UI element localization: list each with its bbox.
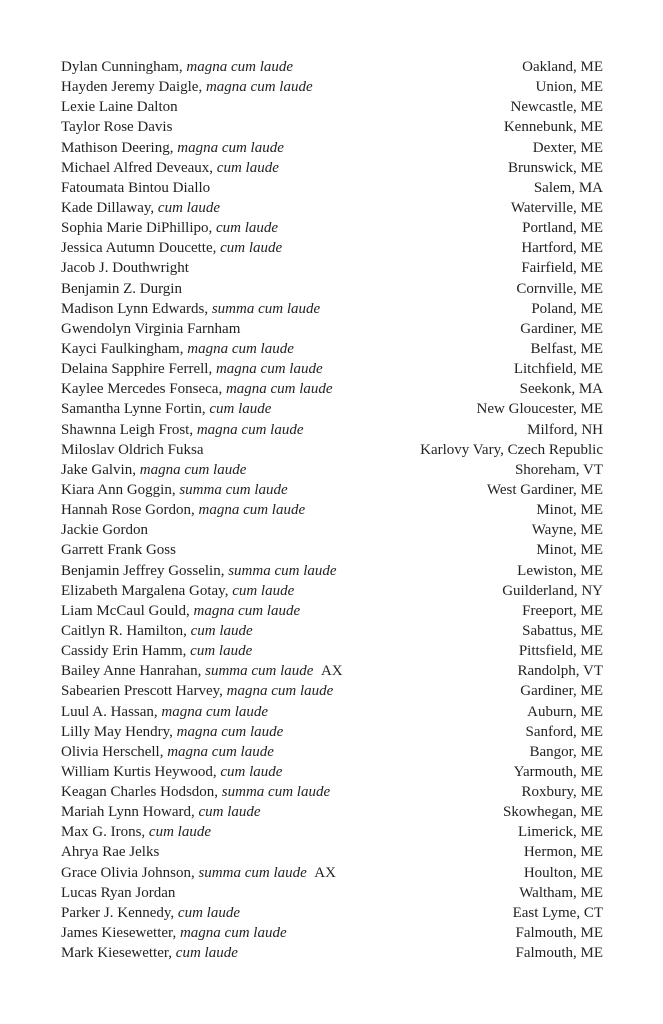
graduate-hometown: Waterville, ME: [510, 199, 603, 216]
honor-separator: ,: [189, 421, 197, 438]
honor-designation: magna cum laude: [215, 361, 323, 378]
graduate-entry: [61, 601, 603, 621]
graduate-person: [61, 923, 287, 943]
honor-separator: ,: [201, 401, 210, 418]
graduate-person: [61, 460, 246, 480]
graduate-person: [61, 57, 293, 77]
honor-designation: summa cum laude: [198, 864, 307, 881]
graduate-hometown: Poland, ME: [531, 300, 603, 317]
honor-separator: ,: [178, 59, 187, 75]
honor-designation: magna cum laude: [161, 703, 269, 720]
graduate-entry: [61, 702, 603, 722]
graduate-hometown: Kennebunk, ME: [503, 119, 603, 136]
honor-designation: cum laude: [220, 763, 283, 780]
graduate-name: Delaina Sapphire Ferrell: [61, 361, 209, 378]
graduate-entry: [61, 198, 603, 218]
graduate-entry: [61, 138, 603, 158]
graduate-name: Lucas Ryan Jordan: [61, 884, 176, 901]
honor-separator: ,: [212, 240, 221, 257]
graduate-hometown: Freeport, ME: [522, 602, 603, 619]
honor-designation: magna cum laude: [205, 79, 313, 96]
honor-designation: cum laude: [190, 643, 253, 660]
honor-designation: magna cum laude: [176, 723, 284, 740]
graduate-entry: [61, 621, 603, 641]
graduate-name: Michael Alfred Deveaux: [61, 159, 210, 176]
graduate-hometown: Pittsfield, ME: [518, 643, 603, 660]
graduate-name: Miloslav Oldrich Fuksa: [61, 441, 204, 458]
graduate-name: Garrett Frank Goss: [61, 542, 176, 559]
graduate-entry: [61, 178, 603, 198]
graduate-hometown: Yarmouth, ME: [513, 763, 603, 780]
honor-designation: cum laude: [177, 904, 240, 921]
honor-designation: cum laude: [190, 622, 253, 639]
graduate-hometown: Minot, ME: [536, 542, 603, 559]
graduate-entry: [61, 238, 603, 258]
graduate-name: Elizabeth Margalena Gotay: [61, 582, 225, 599]
honor-separator: ,: [190, 804, 199, 821]
graduate-name: Jessica Autumn Doucette: [61, 240, 213, 257]
graduate-person: [61, 520, 148, 540]
honor-designation: magna cum laude: [193, 602, 301, 619]
honor-separator: ,: [168, 945, 176, 962]
honor-designation: magna cum laude: [225, 381, 333, 398]
honor-separator: ,: [220, 562, 229, 579]
graduate-name: Keagan Charles Hodsdon: [61, 784, 215, 801]
graduate-person: [61, 500, 305, 520]
graduate-name: Mathison Deering: [61, 139, 170, 156]
graduate-person: [61, 782, 330, 802]
graduate-hometown: Union, ME: [535, 79, 603, 96]
honor-separator: ,: [209, 159, 217, 176]
graduate-hometown: Randolph, VT: [517, 663, 603, 680]
graduate-hometown: Brunswick, ME: [508, 159, 603, 176]
graduate-name: Hannah Rose Gordon: [61, 502, 191, 519]
graduate-entry: [61, 500, 603, 520]
graduate-entry: [61, 279, 603, 299]
graduate-hometown: Newcastle, ME: [510, 99, 603, 116]
graduate-person: [61, 420, 303, 440]
graduate-name: Kiara Ann Goggin: [61, 481, 172, 498]
honor-separator: ,: [169, 139, 178, 156]
honor-designation: magna cum laude: [226, 683, 334, 700]
graduate-entry: [61, 802, 603, 822]
honor-separator: ,: [219, 683, 227, 700]
honor-separator: ,: [153, 703, 162, 720]
honor-designation: magna cum laude: [167, 743, 274, 760]
graduate-entry: [61, 903, 603, 923]
graduate-hometown: Gardiner, ME: [520, 320, 603, 337]
graduate-name: Hayden Jeremy Daigle: [61, 79, 199, 96]
graduate-hometown: Limerick, ME: [518, 824, 603, 841]
graduate-person: [61, 138, 284, 158]
honor-designation: magna cum laude: [198, 502, 306, 519]
graduate-entry: [61, 822, 603, 842]
graduate-entry: [61, 540, 603, 560]
graduate-hometown: Fairfield, ME: [521, 260, 603, 277]
graduate-hometown: Gardiner, ME: [520, 683, 603, 700]
graduate-hometown: Skowhegan, ME: [503, 804, 603, 821]
graduate-hometown: Guilderland, NY: [502, 582, 603, 599]
honor-designation: cum laude: [198, 804, 261, 821]
graduate-person: [61, 742, 274, 762]
honor-society-mark: AX: [314, 864, 336, 881]
graduate-entry: [61, 359, 603, 379]
honor-designation: magna cum laude: [187, 340, 294, 357]
graduate-person: [61, 581, 294, 601]
honor-designation: magna cum laude: [196, 421, 304, 438]
graduate-entry: [61, 762, 603, 782]
graduate-entry: [61, 299, 603, 319]
graduate-entry: [61, 379, 603, 399]
honor-designation: magna cum laude: [177, 139, 284, 156]
graduate-name: Parker J. Kennedy: [61, 904, 171, 921]
graduate-name: Lexie Laine Dalton: [61, 99, 178, 116]
graduate-person: [61, 802, 261, 822]
graduate-name: William Kurtis Heywood: [61, 763, 213, 780]
graduate-person: [61, 842, 159, 862]
graduate-hometown: Salem, MA: [533, 179, 603, 196]
graduate-person: [61, 641, 252, 661]
graduate-entry: [61, 661, 603, 681]
honor-separator: ,: [212, 763, 221, 780]
graduate-name: Liam McCaul Gould: [61, 602, 186, 619]
honor-designation: summa cum laude: [211, 300, 321, 317]
graduate-person: [61, 218, 278, 238]
graduate-person: [61, 943, 238, 963]
honor-designation: magna cum laude: [139, 461, 247, 478]
graduate-person: [61, 77, 313, 97]
graduate-entry: [61, 97, 603, 117]
honor-separator: ,: [208, 220, 216, 237]
graduate-name: Luul A. Hassan: [61, 703, 154, 720]
graduate-name: Caitlyn R. Hamilton: [61, 622, 184, 639]
graduate-person: [61, 440, 204, 460]
graduate-entry: [61, 722, 603, 742]
graduate-hometown: Sanford, ME: [525, 723, 603, 740]
graduate-person: [61, 621, 253, 641]
graduate-person: [61, 198, 220, 218]
honor-designation: magna cum laude: [186, 59, 294, 75]
graduate-name: Taylor Rose Davis: [61, 119, 173, 136]
honor-separator: ,: [208, 361, 216, 378]
graduate-entry: [61, 420, 603, 440]
graduate-entry: [61, 399, 603, 419]
honor-designation: summa cum laude: [228, 562, 337, 579]
graduate-name: Jake Galvin: [61, 461, 133, 478]
graduate-hometown: Houlton, ME: [523, 864, 603, 881]
honor-separator: ,: [183, 622, 191, 639]
graduate-hometown: Bangor, ME: [529, 743, 603, 760]
graduate-hometown: Portland, ME: [522, 220, 603, 237]
graduate-hometown: Falmouth, ME: [515, 945, 603, 962]
honor-separator: ,: [171, 481, 180, 498]
honor-designation: cum laude: [232, 582, 295, 599]
graduate-entry: [61, 339, 603, 359]
honor-separator: ,: [170, 904, 178, 921]
graduate-entry: [61, 258, 603, 278]
honor-separator: ,: [214, 784, 222, 801]
graduate-person: [61, 883, 175, 903]
society-gap: [313, 663, 321, 679]
graduate-hometown: Hermon, ME: [523, 844, 603, 861]
honor-designation: cum laude: [157, 199, 220, 216]
graduate-person: [61, 903, 240, 923]
honor-designation: cum laude: [220, 240, 283, 257]
graduate-hometown: Waltham, ME: [519, 884, 603, 901]
graduate-name: Mariah Lynn Howard: [61, 804, 191, 821]
honor-separator: ,: [172, 925, 180, 942]
graduate-person: [61, 681, 333, 701]
honor-separator: ,: [218, 381, 226, 398]
graduate-name: Ahrya Rae Jelks: [61, 844, 160, 861]
honor-separator: ,: [190, 864, 199, 881]
graduate-name: Grace Olivia Johnson: [61, 864, 191, 881]
graduate-person: [61, 601, 300, 621]
graduate-hometown: Milford, NH: [527, 421, 603, 438]
honor-designation: cum laude: [175, 945, 238, 962]
graduate-name: Gwendolyn Virginia Farnham: [61, 320, 241, 337]
graduate-person: [61, 97, 178, 117]
graduate-name: Madison Lynn Edwards: [61, 300, 205, 317]
graduate-person: [61, 722, 283, 742]
graduate-name: Shawnna Leigh Frost: [61, 421, 190, 438]
graduate-hometown: East Lyme, CT: [512, 904, 603, 921]
honor-designation: cum laude: [209, 401, 272, 418]
graduate-entry: [61, 782, 603, 802]
graduate-person: [61, 279, 182, 299]
graduate-entry: [61, 883, 603, 903]
graduate-person: [61, 661, 343, 681]
graduate-entry: [61, 943, 603, 963]
graduate-entry: [61, 581, 603, 601]
graduate-hometown: Litchfield, ME: [513, 361, 603, 378]
graduate-person: [61, 399, 271, 419]
graduate-person: [61, 702, 268, 722]
graduate-name: Max G. Irons: [61, 824, 142, 841]
honor-society-mark: AX: [320, 663, 343, 680]
graduate-entry: [61, 440, 603, 460]
graduate-person: [61, 158, 279, 178]
graduate-name: Jackie Gordon: [61, 522, 149, 539]
honor-designation: summa cum laude: [221, 784, 331, 801]
graduate-person: [61, 117, 172, 137]
graduate-entry: [61, 520, 603, 540]
graduate-person: [61, 540, 176, 560]
honor-separator: ,: [197, 663, 206, 680]
graduate-hometown: Cornville, ME: [516, 280, 603, 297]
graduate-person: [61, 863, 336, 883]
honor-separator: ,: [159, 743, 168, 760]
honor-designation: cum laude: [216, 220, 279, 237]
graduate-name: Bailey Anne Hanrahan: [61, 663, 198, 680]
graduate-hometown: Sabattus, ME: [522, 622, 603, 639]
graduate-person: [61, 359, 323, 379]
graduate-name: Benjamin Z. Durgin: [61, 280, 182, 297]
graduate-list: [61, 57, 603, 963]
honor-separator: ,: [198, 79, 206, 96]
graduate-entry: [61, 117, 603, 137]
graduate-hometown: Roxbury, ME: [521, 784, 603, 801]
graduate-hometown: Lewiston, ME: [517, 562, 603, 579]
graduate-hometown: Dexter, ME: [532, 139, 603, 156]
graduate-hometown: Auburn, ME: [527, 703, 603, 720]
graduate-hometown: Seekonk, MA: [519, 381, 603, 398]
honor-designation: magna cum laude: [179, 925, 287, 942]
graduate-hometown: Karlovy Vary, Czech Republic: [420, 441, 603, 458]
graduate-entry: [61, 158, 603, 178]
graduate-name: Dylan Cunningham: [61, 59, 179, 75]
graduate-person: [61, 238, 282, 258]
graduate-hometown: Oakland, ME: [522, 59, 603, 75]
graduate-entry: [61, 480, 603, 500]
graduate-entry: [61, 460, 603, 480]
graduate-name: Lilly May Hendry: [61, 723, 170, 740]
graduate-hometown: West Gardiner, ME: [486, 481, 603, 498]
graduate-person: [61, 561, 337, 581]
graduate-hometown: Belfast, ME: [530, 340, 603, 357]
graduate-entry: [61, 842, 603, 862]
graduate-person: [61, 379, 333, 399]
graduate-name: Kayci Faulkingham: [61, 340, 180, 357]
graduate-name: Sophia Marie DiPhillipo: [61, 220, 209, 237]
graduate-entry: [61, 561, 603, 581]
honor-separator: ,: [179, 340, 188, 357]
graduate-name: Benjamin Jeffrey Gosselin: [61, 562, 221, 579]
honor-designation: cum laude: [216, 159, 279, 176]
graduate-person: [61, 178, 210, 198]
graduate-name: Jacob J. Douthwright: [61, 260, 189, 277]
graduate-person: [61, 299, 320, 319]
graduate-entry: [61, 319, 603, 339]
honor-designation: summa cum laude: [205, 663, 314, 680]
graduate-name: Samantha Lynne Fortin: [61, 401, 202, 418]
graduate-entry: [61, 923, 603, 943]
honor-separator: ,: [224, 582, 233, 599]
graduate-entry: [61, 742, 603, 762]
graduate-name: Kade Dillaway: [61, 199, 151, 216]
graduate-name: Kaylee Mercedes Fonseca: [61, 381, 219, 398]
honor-separator: ,: [169, 723, 177, 740]
graduate-hometown: Shoreham, VT: [514, 461, 603, 478]
graduate-hometown: Falmouth, ME: [515, 925, 603, 942]
graduate-entry: [61, 218, 603, 238]
honor-separator: ,: [141, 824, 149, 841]
graduate-person: [61, 762, 282, 782]
graduate-person: [61, 339, 294, 359]
honor-designation: cum laude: [148, 824, 211, 841]
graduate-hometown: New Gloucester, ME: [476, 401, 603, 418]
honor-separator: ,: [182, 643, 191, 660]
graduate-hometown: Wayne, ME: [531, 522, 603, 539]
graduate-name: James Kiesewetter: [61, 925, 173, 942]
graduate-entry: [61, 641, 603, 661]
graduate-entry: [61, 57, 603, 77]
honor-separator: ,: [190, 502, 199, 519]
graduate-hometown: Minot, ME: [536, 502, 603, 519]
graduate-entry: [61, 863, 603, 883]
graduate-entry: [61, 681, 603, 701]
graduate-person: [61, 822, 211, 842]
graduate-name: Cassidy Erin Hamm: [61, 643, 183, 660]
graduate-name: Fatoumata Bintou Diallo: [61, 179, 211, 196]
graduate-person: [61, 258, 189, 278]
honor-separator: ,: [150, 199, 158, 216]
graduate-person: [61, 319, 240, 339]
graduate-person: [61, 480, 288, 500]
honor-separator: ,: [204, 300, 212, 317]
graduate-name: Sabearien Prescott Harvey: [61, 683, 220, 700]
graduate-name: Mark Kiesewetter: [61, 945, 169, 962]
graduate-entry: [61, 77, 603, 97]
graduate-hometown: Hartford, ME: [521, 240, 603, 257]
honor-separator: ,: [185, 602, 194, 619]
honor-separator: ,: [132, 461, 140, 478]
graduate-name: Olivia Herschell: [61, 743, 160, 760]
honor-designation: summa cum laude: [179, 481, 288, 498]
